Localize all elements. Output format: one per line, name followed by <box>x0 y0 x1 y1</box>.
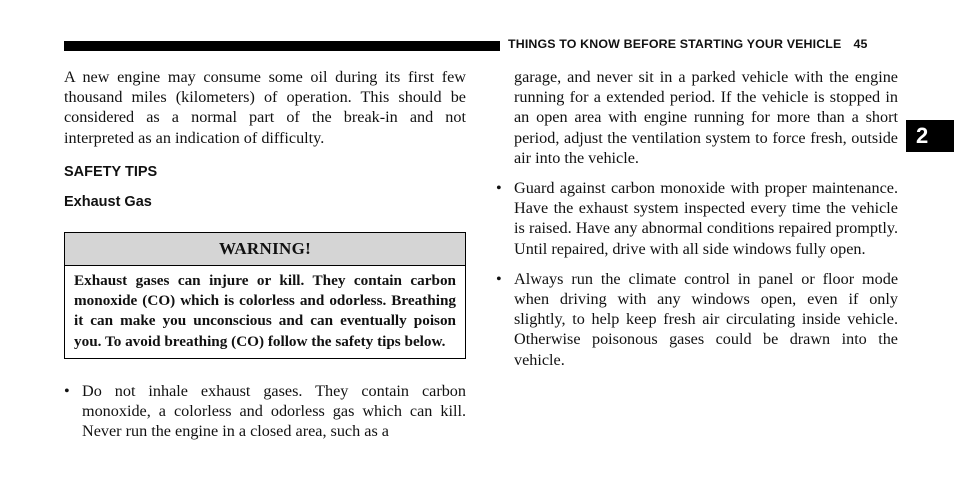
bullet-item <box>496 178 898 259</box>
bullet-item <box>496 269 898 370</box>
bullet-text: Do not inhale exhaust gases. They contain carbon monoxide, a colorless and odorless gas which can kill. Never run the engine in a closed area, such as a <box>82 382 466 441</box>
page-number: 45 <box>853 37 868 51</box>
bullet-text: Always run the climate control in panel or floor mode when driving with any windows open, even if only slightly, to help keep fresh air circulating inside vehicle. Otherwise poisonous gases could be drawn into the vehicle. <box>514 269 898 369</box>
running-header <box>508 37 898 51</box>
warning-box <box>64 232 466 359</box>
bullet-text: Guard against carbon monoxide with proper maintenance. Have the exhaust system inspected every time the vehicle is raised. Have any abnormal conditions repaired promptly. Until repaired, drive with all side windows fully open. <box>514 179 898 258</box>
continuation-paragraph: garage, and never sit in a parked vehicle with the engine running for a extended period. If the vehicle is stopped in an open area with engine running for more than a short period, adjust the ventilation system to force fresh, outside air into the vehicle. <box>514 68 898 167</box>
warning-body: Exhaust gases can injure or kill. They contain carbon monoxide (CO) which is colorless and odorless. Breathing it can make you unconscious and can eventually poison you. To avoid breathing (CO) follow the safety tips below. <box>74 271 456 350</box>
intro-paragraph: A new engine may consume some oil during its first few thousand miles (kilometers) of operation. This should be considered as a normal part of the break-in and not interpreted as an indication of difficulty. <box>64 68 466 147</box>
chapter-tab: 2 <box>906 120 954 152</box>
running-title: THINGS TO KNOW BEFORE STARTING YOUR VEHICLE <box>508 37 842 51</box>
bullet-icon: • <box>496 269 502 288</box>
bullet-icon: • <box>64 382 70 400</box>
subsection-heading-exhaust-gas: Exhaust Gas <box>64 193 152 210</box>
bullet-icon: • <box>496 179 502 198</box>
warning-title: WARNING! <box>65 233 465 266</box>
header-rule <box>64 41 500 51</box>
left-column <box>64 67 466 442</box>
section-heading-safety-tips: SAFETY TIPS <box>64 163 158 180</box>
bullet-item <box>64 381 466 442</box>
right-column <box>496 67 898 370</box>
